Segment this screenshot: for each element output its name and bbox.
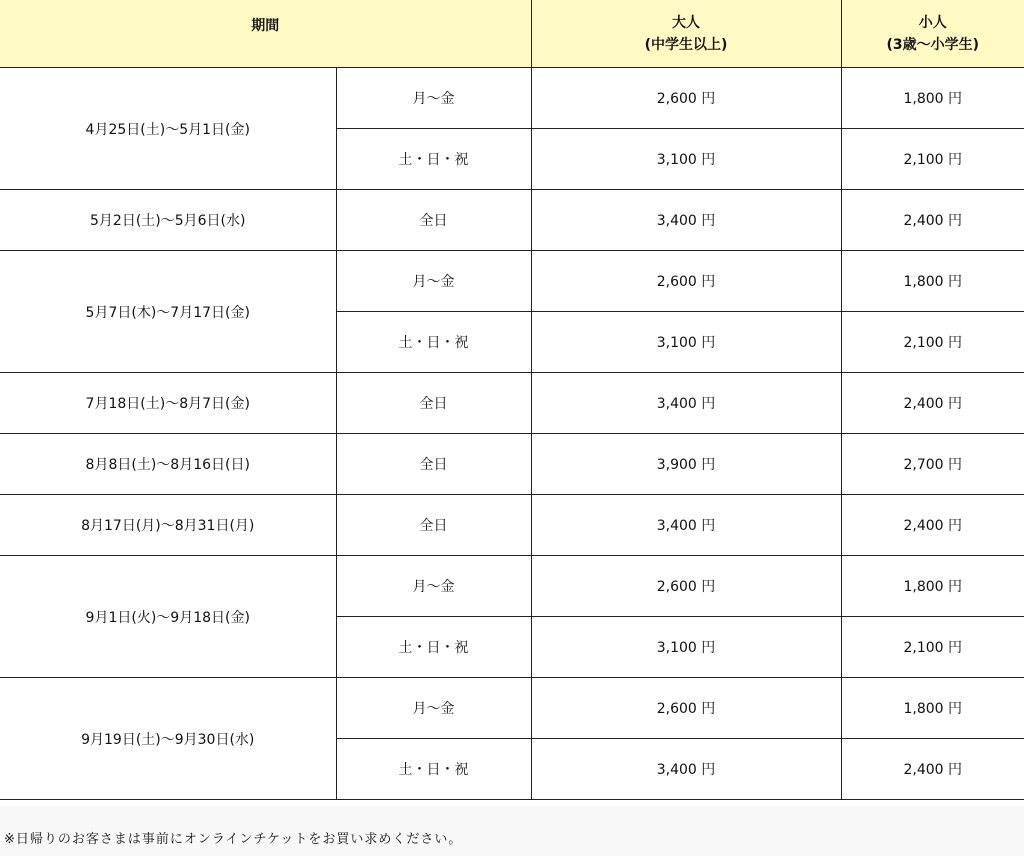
table-row [0,495,1024,556]
child-price-cell: 1,800 円 [841,68,1024,129]
adult-price-cell: 3,400 円 [531,739,841,800]
day-type-cell: 月〜金 [336,556,531,617]
adult-price-cell: 2,600 円 [531,556,841,617]
child-header-label: 小人 [918,14,947,31]
adult-price-cell: 3,400 円 [531,190,841,251]
table-row [0,68,1024,129]
child-price-cell: 2,100 円 [841,617,1024,678]
period-cell: 8月17日(月)〜8月31日(月) [0,495,336,556]
child-price-cell: 2,400 円 [841,373,1024,434]
price-table-body [0,68,1024,800]
table-row [0,190,1024,251]
adult-price-cell: 3,100 円 [531,129,841,190]
adult-header-sublabel: (中学生以上) [644,36,728,53]
period-cell: 4月25日(土)〜5月1日(金) [0,68,336,190]
adult-price-cell: 2,600 円 [531,678,841,739]
day-type-cell: 土・日・祝 [336,129,531,190]
day-type-cell: 月〜金 [336,678,531,739]
child-price-cell: 2,100 円 [841,312,1024,373]
table-row [0,678,1024,739]
child-price-cell: 2,400 円 [841,739,1024,800]
child-price-cell: 1,800 円 [841,251,1024,312]
adult-price-cell: 3,100 円 [531,312,841,373]
period-cell: 9月1日(火)〜9月18日(金) [0,556,336,678]
child-price-cell: 1,800 円 [841,678,1024,739]
adult-header [531,0,841,68]
period-cell: 9月19日(土)〜9月30日(水) [0,678,336,800]
period-cell: 7月18日(土)〜8月7日(金) [0,373,336,434]
adult-price-cell: 3,400 円 [531,373,841,434]
table-row [0,556,1024,617]
child-price-cell: 1,800 円 [841,556,1024,617]
child-header [841,0,1024,68]
child-header-sublabel: (3歳〜小学生) [886,36,980,53]
adult-price-cell: 2,600 円 [531,251,841,312]
period-cell: 5月7日(木)〜7月17日(金) [0,251,336,373]
child-price-cell: 2,100 円 [841,129,1024,190]
day-type-cell: 土・日・祝 [336,312,531,373]
period-header [0,0,531,68]
day-type-cell: 月〜金 [336,68,531,129]
period-header-label: 期間 [251,18,280,34]
period-cell: 8月8日(土)〜8月16日(日) [0,434,336,495]
table-row [0,434,1024,495]
table-row [0,251,1024,312]
footnote: ※日帰りのお客さまは事前にオンラインチケットをお買い求めください。 [4,832,463,847]
day-type-cell: 全日 [336,373,531,434]
header-row [0,0,1024,68]
child-price-cell: 2,400 円 [841,495,1024,556]
period-cell: 5月2日(土)〜5月6日(水) [0,190,336,251]
day-type-cell: 全日 [336,434,531,495]
adult-price-cell: 2,600 円 [531,68,841,129]
adult-price-cell: 3,900 円 [531,434,841,495]
day-type-cell: 土・日・祝 [336,739,531,800]
adult-price-cell: 3,400 円 [531,495,841,556]
adult-price-cell: 3,100 円 [531,617,841,678]
child-price-cell: 2,400 円 [841,190,1024,251]
child-price-cell: 2,700 円 [841,434,1024,495]
table-row [0,373,1024,434]
day-type-cell: 土・日・祝 [336,617,531,678]
day-type-cell: 月〜金 [336,251,531,312]
day-type-cell: 全日 [336,495,531,556]
adult-header-label: 大人 [672,14,700,31]
day-type-cell: 全日 [336,190,531,251]
